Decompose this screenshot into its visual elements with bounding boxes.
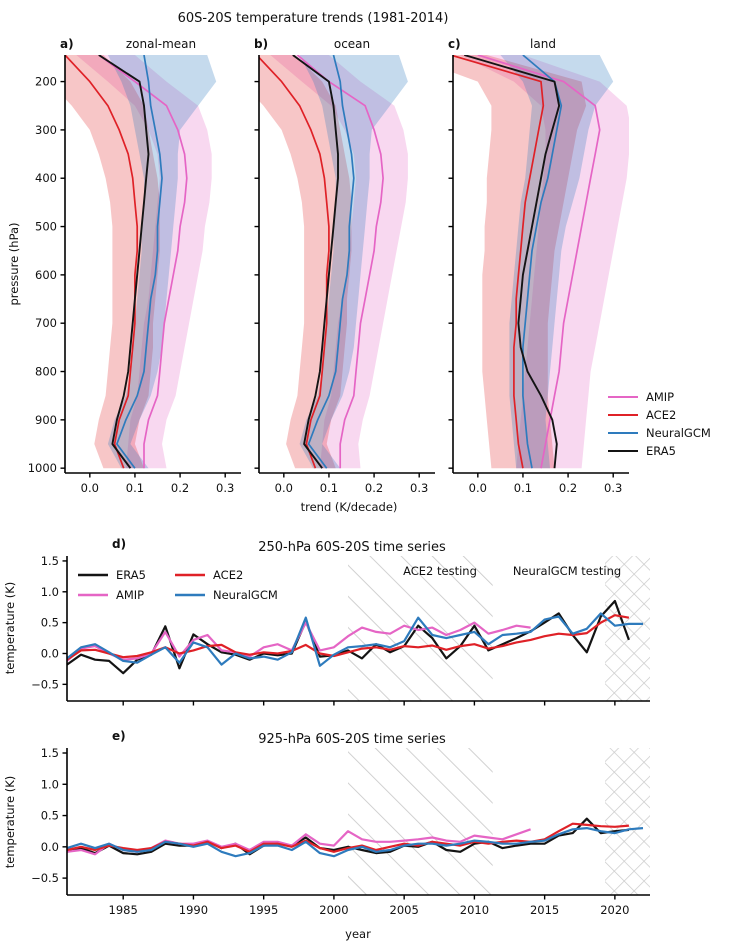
legend-d-label-amip: AMIP	[116, 588, 145, 602]
panel-e-data	[67, 748, 650, 895]
ytick-label: 300	[35, 122, 57, 137]
ytick-label: 1.5	[40, 553, 59, 568]
xtick-label: 2015	[529, 903, 560, 917]
ytick-label: 0.0	[40, 646, 59, 661]
ytick-label: 1.5	[40, 746, 59, 761]
panel-title-b: ocean	[333, 37, 371, 51]
legend-right	[608, 390, 711, 458]
annotation-neuralgcm-testing: NeuralGCM testing	[512, 564, 622, 578]
xtick-label: 0.0	[80, 481, 99, 495]
legend-d-label-ace2: ACE2	[213, 568, 244, 582]
ytick-label: 1.0	[40, 777, 59, 792]
panel-label-e: e)	[112, 729, 126, 743]
legend-d-label-neuralgcm: NeuralGCM	[213, 588, 278, 602]
xtick-label: 0.3	[604, 481, 623, 495]
panel-label-b: b)	[254, 37, 269, 51]
legend-label-ace2: ACE2	[646, 408, 677, 422]
xtick-label: 0.2	[364, 481, 384, 495]
xtick-label: 0.3	[216, 481, 235, 495]
panel-title-c: land	[530, 37, 556, 51]
panel-label-d: d)	[112, 537, 127, 551]
ytick-label: 1000	[27, 461, 57, 476]
ytick-label: 0.5	[40, 808, 59, 823]
annotation-ace2-testing: ACE2 testing	[403, 564, 477, 578]
panel-c-data	[406, 55, 632, 468]
xtick-label: 2000	[319, 903, 349, 917]
ytick-label: 0.0	[40, 839, 59, 854]
ytick-label: 900	[35, 412, 57, 427]
panel-title-d: 250-hPa 60S-20S time series	[258, 540, 446, 555]
ytick-label: 600	[35, 267, 57, 282]
legend-label-era5: ERA5	[646, 444, 676, 458]
chart-layer	[27, 55, 650, 917]
xtick-label: 2020	[600, 903, 630, 917]
xtick-label: 0.2	[170, 481, 190, 495]
ytick-label: −0.5	[31, 871, 59, 886]
ytick-label: 800	[35, 364, 57, 379]
ytick-label: 500	[35, 219, 57, 234]
xtick-label: 1985	[108, 903, 138, 917]
panel-a-data	[27, 55, 217, 468]
xtick-label: 0.3	[410, 481, 429, 495]
xtick-label: 1990	[178, 903, 209, 917]
xtick-label: 0.0	[274, 481, 293, 495]
figure-title: 60S-20S temperature trends (1981-2014)	[177, 11, 449, 26]
ytick-label: 1.0	[40, 584, 59, 599]
legend-panel-d	[78, 568, 278, 602]
xtick-label: 0.0	[468, 481, 487, 495]
ytick-label: 200	[35, 74, 57, 89]
hatch-region-cross	[605, 748, 650, 895]
hatch-region-diag	[348, 748, 493, 895]
xtick-label: 0.1	[319, 481, 339, 495]
time-xlabel: year	[345, 927, 371, 941]
xtick-label: 0.1	[125, 481, 145, 495]
legend-d-label-era5: ERA5	[116, 568, 146, 582]
ytick-label: 700	[35, 316, 57, 331]
panel-title-e: 925-hPa 60S-20S time series	[258, 732, 446, 747]
xtick-label: 2005	[389, 903, 419, 917]
legend-label-amip: AMIP	[646, 390, 675, 404]
panel-label-a: a)	[60, 37, 74, 51]
panel-label-c: c)	[448, 37, 461, 51]
xtick-label: 2010	[459, 903, 490, 917]
xtick-label: 1995	[249, 903, 279, 917]
legend-label-neuralgcm: NeuralGCM	[646, 426, 711, 440]
profile-ylabel: pressure (hPa)	[7, 222, 21, 306]
panel-b-data	[218, 55, 408, 468]
series-ACE2-line	[67, 824, 629, 852]
time-d-ylabel: temperature (K)	[3, 581, 17, 675]
xtick-label: 0.1	[513, 481, 533, 495]
ytick-label: −0.5	[31, 677, 59, 692]
profile-xlabel: trend (K/decade)	[300, 500, 398, 514]
panel-title-a: zonal-mean	[125, 37, 197, 51]
xtick-label: 0.2	[558, 481, 578, 495]
ytick-label: 400	[35, 171, 57, 186]
ytick-label: 0.5	[40, 615, 59, 630]
time-e-ylabel: temperature (K)	[3, 775, 17, 869]
